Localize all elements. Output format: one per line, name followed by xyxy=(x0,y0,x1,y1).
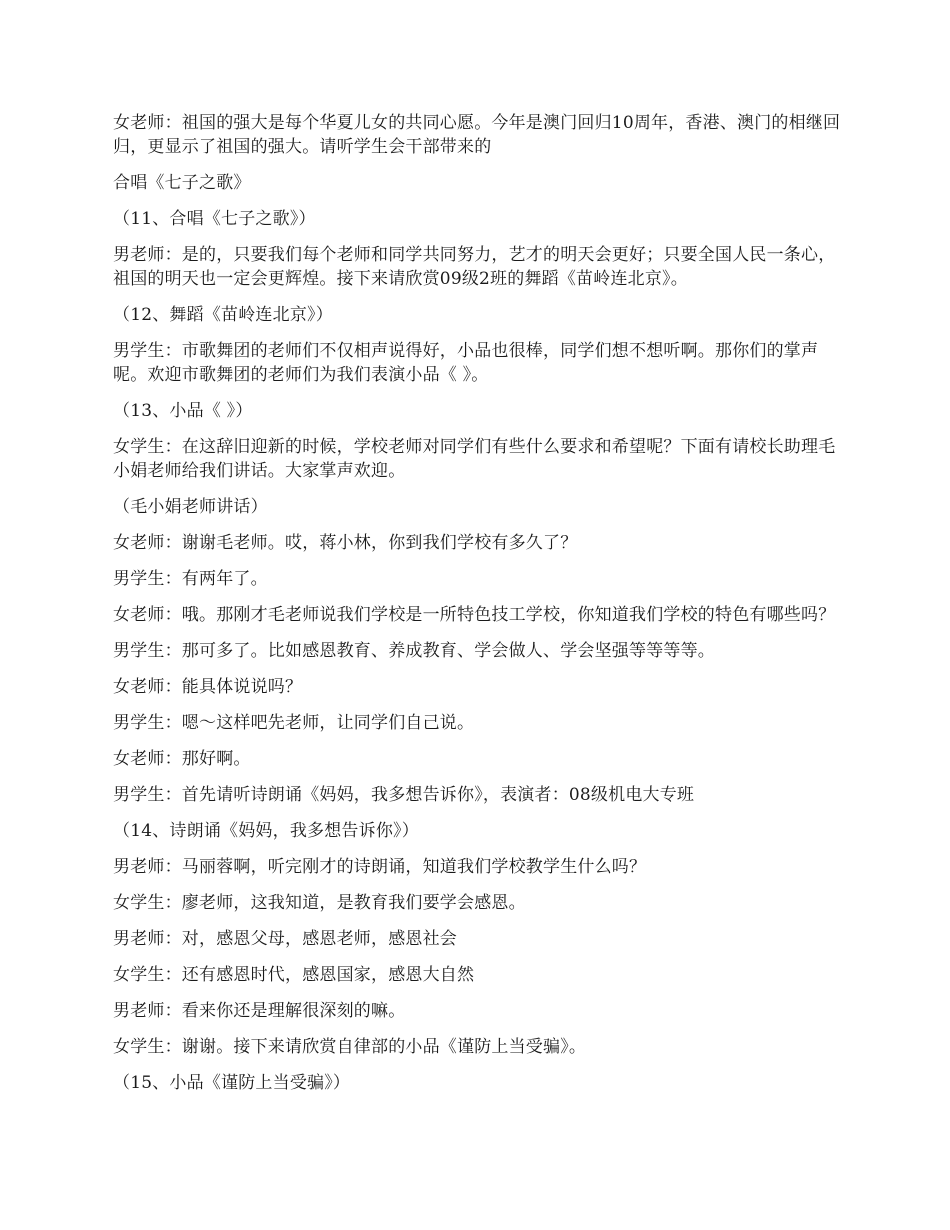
paragraph: 女老师：祖国的强大是每个华夏儿女的共同心愿。今年是澳门回归10周年，香港、澳门的相继回归，更显示了祖国的强大。请听学生会干部带来的 xyxy=(113,113,841,157)
dialogue-line: 女学生：廖老师，这我知道，是教育我们要学会感恩。 xyxy=(113,893,526,913)
dialogue-line: 男学生：那可多了。比如感恩教育、养成教育、学会做人、学会坚强等等等等。 xyxy=(113,641,715,661)
paragraph: 男老师：是的，只要我们每个老师和同学共同努力，艺才的明天会更好；只要全国人民一条心，祖国的明天也一定会更辉煌。接下来请欣赏09级2班的舞蹈《苗岭连北京》。 xyxy=(113,245,836,289)
paragraph: 男学生：市歌舞团的老师们不仅相声说得好，小品也很棒，同学们想不想听啊。那你们的掌声呢。欢迎市歌舞团的老师们为我们表演小品《 》。 xyxy=(113,341,819,385)
dialogue-line: 男学生：有两年了。 xyxy=(113,569,268,589)
program-item: （15、小品《谨防上当受骗》） xyxy=(113,1073,351,1093)
program-item: （12、舞蹈《苗岭连北京》） xyxy=(113,305,333,325)
paragraph: 女学生：在这辞旧迎新的时候，学校老师对同学们有些什么要求和希望呢？下面有请校长助理毛小娟老师给我们讲话。大家掌声欢迎。 xyxy=(113,437,836,481)
dialogue-line: 女学生：谢谢。接下来请欣赏自律部的小品《谨防上当受骗》。 xyxy=(113,1037,587,1057)
program-item: （13、小品《 》） xyxy=(113,401,253,421)
dialogue-line: 女老师：哦。那刚才毛老师说我们学校是一所特色技工学校，你知道我们学校的特色有哪些吗？ xyxy=(113,605,836,625)
dialogue-line: 男老师：马丽蓉啊，听完刚才的诗朗诵，知道我们学校教学生什么吗？ xyxy=(113,857,647,877)
program-item: （11、合唱《七子之歌》） xyxy=(113,209,316,229)
dialogue-line: 男学生：嗯～这样吧先老师，让同学们自己说。 xyxy=(113,713,475,733)
dialogue-line: 男老师：看来你还是理解很深刻的嘛。 xyxy=(113,1001,406,1021)
program-item: （毛小娟老师讲话） xyxy=(113,497,268,517)
dialogue-line: 女学生：还有感恩时代，感恩国家，感恩大自然 xyxy=(113,965,475,985)
dialogue-line: 男老师：对，感恩父母，感恩老师，感恩社会 xyxy=(113,929,457,949)
dialogue-line: 女老师：谢谢毛老师。哎，蒋小林，你到我们学校有多久了？ xyxy=(113,533,578,553)
dialogue-line: 男学生：首先请听诗朗诵《妈妈，我多想告诉你》，表演者：08级机电大专班 xyxy=(113,785,695,805)
script-text xyxy=(113,111,843,1107)
program-item: （14、诗朗诵《妈妈，我多想告诉你》） xyxy=(113,821,419,841)
paragraph: 合唱《七子之歌》 xyxy=(113,173,251,193)
dialogue-line: 女老师：那好啊。 xyxy=(113,749,251,769)
dialogue-line: 女老师：能具体说说吗？ xyxy=(113,677,303,697)
